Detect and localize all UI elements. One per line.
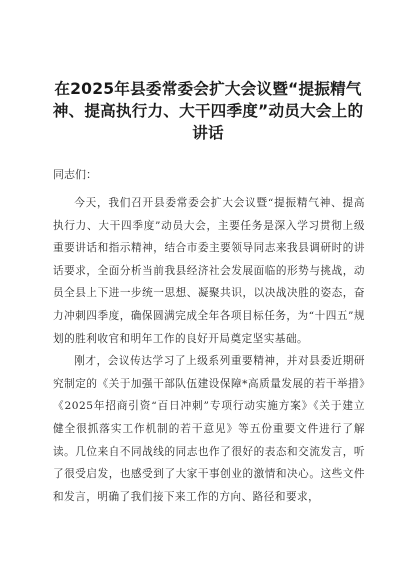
body-paragraph-2: 刚才，会议传达学习了上级系列重要精神，并对县委近期研究制定的《关于加强干部队伍建设保障*高质量发展的若干举措》《2025年招商引资“百日冲刺”专项行动实施方案》《关于建立健全很抓落实工作机制的若干意见》等五份重要文件进行了解读。几位来自不同战线的同志也作了很好的表态和交流发言，听了很受启发，也感受到了大家干事创业的激情和决心。这些文件和发言，明确了我们接下来工作的方向、路径和要求，	[53, 355, 365, 503]
document-title: 在2025年县委常委会扩大会议暨“提振精气神、提高执行力、大干四季度”动员大会上的讲话	[52, 80, 364, 142]
body-paragraph-1: 今天，我们召开县委常委会扩大会议暨“提振精气神、提高执行力、大干四季度”动员大会，主要任务是深入学习贯彻上级重要讲话和指示精神，结合市委主要领导同志来我县调研时的讲话要求，全面分析当前我县经济社会发展面临的形势与挑战，动员全县上下进一步统一思想、凝聚共识，以决战决胜的姿态，奋力冲刺四季度，确保圆满完成全年各项目标任务，为“十四五”规划的胜利收官和明年工作的良好开局奠定坚实基础。	[53, 197, 365, 345]
salutation: 同志们：	[53, 168, 97, 181]
document-body	[53, 192, 365, 508]
